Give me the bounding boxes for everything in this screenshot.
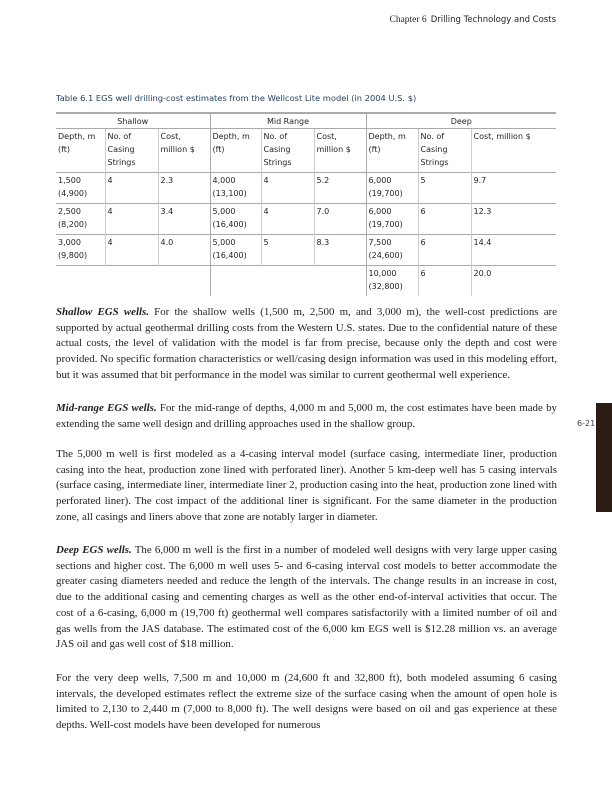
table-cell: 3.4 (158, 204, 210, 235)
column-header: No. of Casing Strings (261, 129, 314, 173)
column-header: Cost, million $ (314, 129, 366, 173)
column-header: Cost, million $ (158, 129, 210, 173)
paragraph-text: The 6,000 m well is the first in a number of modeled well designs with very large upper casing sections and higher cost. The 6,000 m well uses 5- and 6-casing interval cost models to better accommodate the greater casing diameters needed and reduce the length of the intervals. The change results in an increase in cost, due to the additional casing and cementing charges as well as the other end-of-interval activities that occur. The cost of a 6-casing, 6,000 m (19,700 ft) geothermal well compares satisfactorily with a limited number of oil and gas wells from the JAS database. The estimated cost of the 6,000 km EGS well is $12.28 million vs. an average JAS oil and gas well cost of $18 million. (56, 544, 557, 651)
table-cell: 4 (261, 173, 314, 204)
table-cell (158, 266, 210, 297)
table-cell (314, 266, 366, 297)
table-cell: 9.7 (471, 173, 556, 204)
table-cell: 4.0 (158, 235, 210, 266)
table-row (56, 204, 556, 235)
table-cell: 6 (418, 266, 471, 297)
table-cell: 6 (418, 235, 471, 266)
table-row (56, 173, 556, 204)
running-header (389, 15, 556, 25)
column-header: Cost, million $ (471, 129, 556, 173)
depth-ft: (19,700) (368, 189, 403, 198)
table-cell (366, 204, 418, 235)
table-cell (261, 266, 314, 297)
table-cell (56, 266, 105, 297)
depth-ft: (16,400) (212, 220, 247, 229)
table-cell (210, 204, 261, 235)
table-cell: 4 (105, 204, 158, 235)
depth-ft: (13,100) (212, 189, 247, 198)
page-number: 6-21 (577, 419, 596, 428)
cost-table (56, 112, 556, 296)
paragraph-text: For the mid-range of depths, 4,000 m and 5,000 m, the cost estimates have been made by extending the same well design and drilling approaches used in the shallow group. (56, 402, 557, 430)
depth-m: 4,000 (212, 176, 236, 185)
paragraph-text: For the very deep wells, 7,500 m and 10,000 m (24,600 ft and 32,800 ft), both modeled assuming 6 casing intervals, the developed estimates reflect the extreme size of the surface casing when the amount of open hole is limited to 2,130 to 2,440 m (7,000 to 8,000 ft). The well designs were based on oil and gas experience at these depths. Well-cost models have been developed for numerous (56, 672, 557, 732)
table-cell (210, 173, 261, 204)
group-header: Shallow (56, 113, 210, 129)
table-cell (56, 204, 105, 235)
table-row (56, 235, 556, 266)
table-cell (210, 266, 261, 297)
table-cell: 7.0 (314, 204, 366, 235)
table-cell: 6 (418, 204, 471, 235)
table-cell: 4 (261, 204, 314, 235)
table-cell: 12.3 (471, 204, 556, 235)
depth-m: 3,000 (58, 238, 81, 247)
table-cell: 2.3 (158, 173, 210, 204)
depth-ft: (9,800) (58, 251, 88, 260)
table-cell (56, 173, 105, 204)
table-cell (56, 235, 105, 266)
table-cell (366, 235, 418, 266)
depth-m: 1,500 (58, 176, 81, 185)
group-header: Mid Range (210, 113, 366, 129)
paragraph-text: For the shallow wells (1,500 m, 2,500 m, and 3,000 m), the well-cost predictions are supported by actual geothermal drilling costs from the Western U.S. states. Due to the confidential nature of these actual costs, the level of validation with the model is far from precise, because only the depth and cost were provided. No specific formation characteristics or well/casing design information was used in this modeling effort, but it was assumed that bit performance in the model was similar to current geothermal well experience. (56, 306, 557, 381)
table-cell: 20.0 (471, 266, 556, 297)
depth-ft: (19,700) (368, 220, 403, 229)
depth-ft: (32,800) (368, 282, 403, 291)
chapter-title: Drilling Technology and Costs (430, 15, 556, 25)
depth-m: 6,000 (368, 207, 392, 216)
paragraph-lead: Deep EGS wells. (56, 544, 132, 556)
chapter-label: Chapter 6 (389, 15, 427, 25)
depth-m: 6,000 (368, 176, 392, 185)
table-cell: 8.3 (314, 235, 366, 266)
column-header: No. of Casing Strings (105, 129, 158, 173)
column-header: Depth, m (ft) (366, 129, 418, 173)
depth-m: 5,000 (212, 238, 236, 247)
table-cell: 14.4 (471, 235, 556, 266)
depth-ft: (24,600) (368, 251, 403, 260)
body-paragraph (56, 305, 557, 384)
depth-m: 2,500 (58, 207, 81, 216)
table-cell (366, 173, 418, 204)
table-row (56, 266, 556, 297)
column-header-row (56, 129, 556, 173)
body-paragraph (56, 447, 557, 526)
table-cell: 5 (418, 173, 471, 204)
depth-ft: (8,200) (58, 220, 88, 229)
column-header: No. of Casing Strings (418, 129, 471, 173)
table-cell (210, 235, 261, 266)
body-paragraph (56, 401, 557, 432)
table-cell (105, 266, 158, 297)
depth-ft: (4,900) (58, 189, 88, 198)
depth-m: 10,000 (368, 269, 397, 278)
body-paragraph (56, 543, 557, 653)
column-header: Depth, m (ft) (56, 129, 105, 173)
depth-m: 5,000 (212, 207, 236, 216)
depth-ft: (16,400) (212, 251, 247, 260)
table-cell: 4 (105, 235, 158, 266)
paragraph-lead: Shallow EGS wells. (56, 306, 149, 318)
table-cell: 4 (105, 173, 158, 204)
column-header: Depth, m (ft) (210, 129, 261, 173)
paragraph-lead: Mid-range EGS wells. (56, 402, 157, 414)
table-cell (366, 266, 418, 297)
body-paragraph (56, 671, 557, 734)
chapter-tab-marker (596, 403, 612, 512)
depth-m: 7,500 (368, 238, 392, 247)
table-title: Table 6.1 EGS well drilling-cost estimates from the Wellcost Lite model (in 2004 U.S. $) (56, 93, 417, 103)
table-cell: 5 (261, 235, 314, 266)
group-header: Deep (366, 113, 556, 129)
table-cell: 5.2 (314, 173, 366, 204)
paragraph-text: The 5,000 m well is first modeled as a 4-casing interval model (surface casing, intermediate liner, production casing into the heat, production zone lined with perforated liner). Another 5 km-deep well has 5 casing intervals (surface casing, intermediate liner, intermediate liner 2, production casing into the heat, production zone lined with perforated liner). The cost impact of the additional liner is significant. For the same diameter in the production zone, all casings and liners above that zone are notably larger in diameter. (56, 448, 557, 523)
